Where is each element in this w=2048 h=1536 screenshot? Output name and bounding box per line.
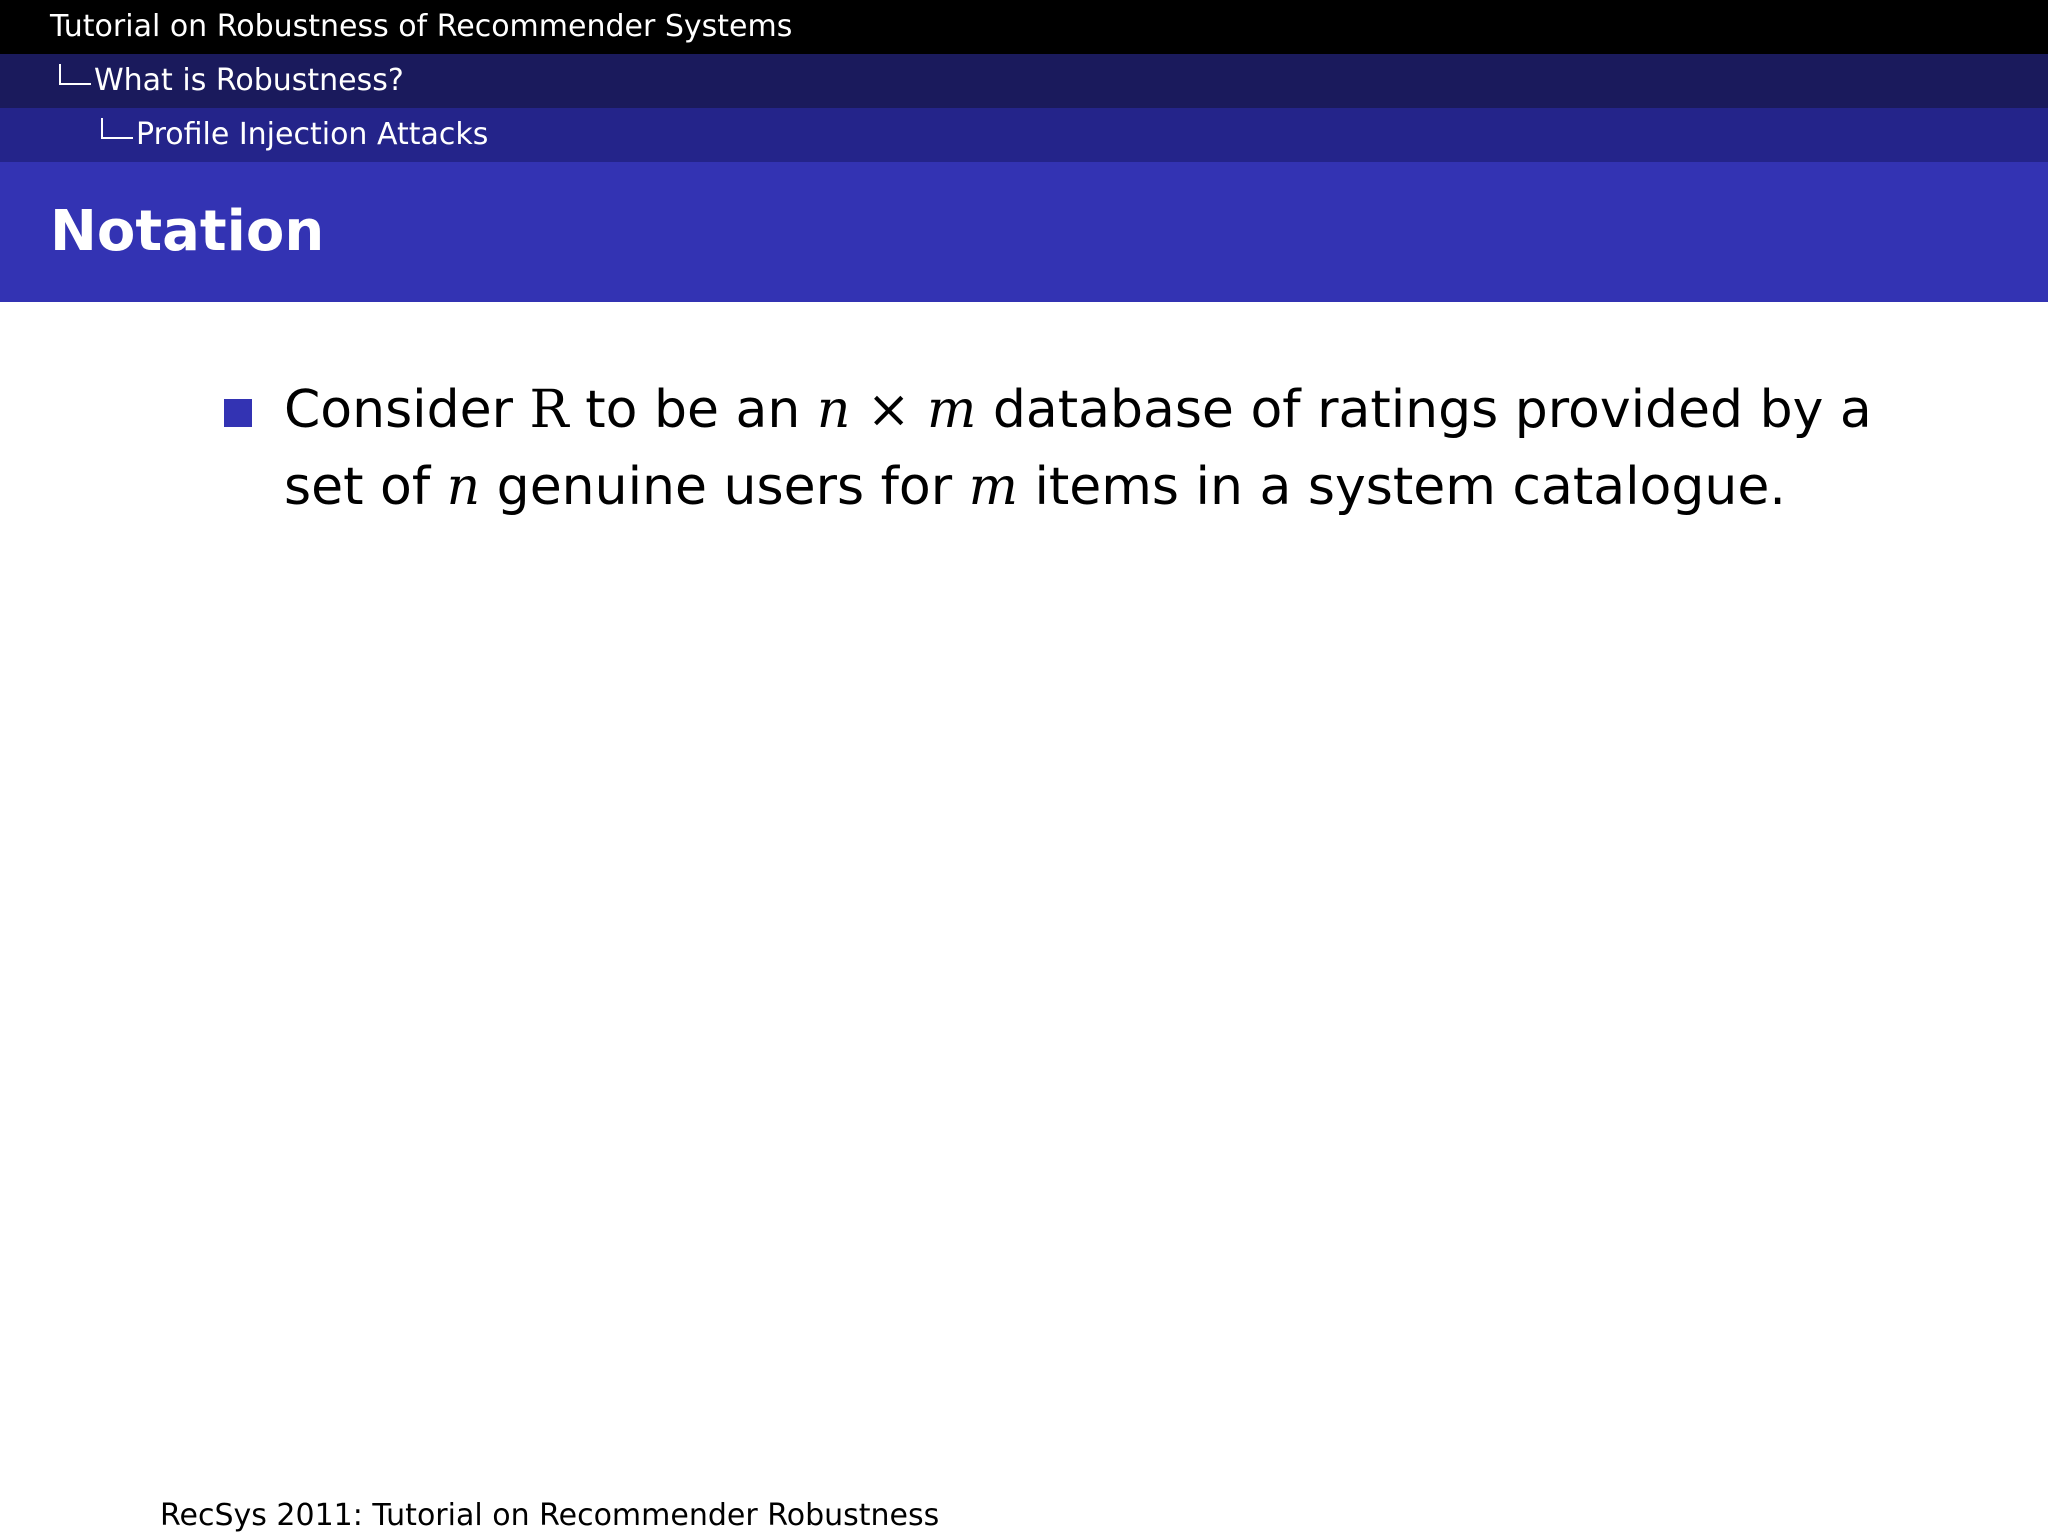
bullet-text: database of ratings provided by a set of xyxy=(284,380,1872,517)
section-title[interactable]: What is Robustness? xyxy=(94,63,404,98)
math-symbol-n: n xyxy=(446,457,481,517)
headline-section-bar xyxy=(0,54,2048,108)
headline-presentation-bar xyxy=(0,0,2048,54)
frame-title: Notation xyxy=(50,199,325,264)
tree-connector-icon xyxy=(101,118,133,139)
math-symbol-r: R xyxy=(529,380,569,440)
presentation-title[interactable]: Tutorial on Robustness of Recommender Systems xyxy=(50,9,793,44)
math-symbol-m: m xyxy=(926,380,977,440)
subsection-title[interactable]: Profile Injection Attacks xyxy=(136,117,489,152)
bullet-text: Consider xyxy=(284,380,530,440)
tree-connector-icon xyxy=(59,64,91,85)
bullet-square-icon xyxy=(224,399,252,427)
math-symbol-times: × xyxy=(850,380,927,440)
bullet-item xyxy=(224,372,1904,526)
math-symbol-n: n xyxy=(816,380,851,440)
bullet-text: to be an xyxy=(568,380,817,440)
math-symbol-m: m xyxy=(968,457,1018,517)
bullet-list xyxy=(224,372,1904,526)
frame-title-bar xyxy=(0,162,2048,302)
footer-text: RecSys 2011: Tutorial on Recommender Robustness xyxy=(160,1498,940,1533)
bullet-text: genuine users for xyxy=(480,457,969,517)
headline-subsection-bar xyxy=(0,108,2048,162)
bullet-text: items in a system catalogue. xyxy=(1017,457,1786,517)
